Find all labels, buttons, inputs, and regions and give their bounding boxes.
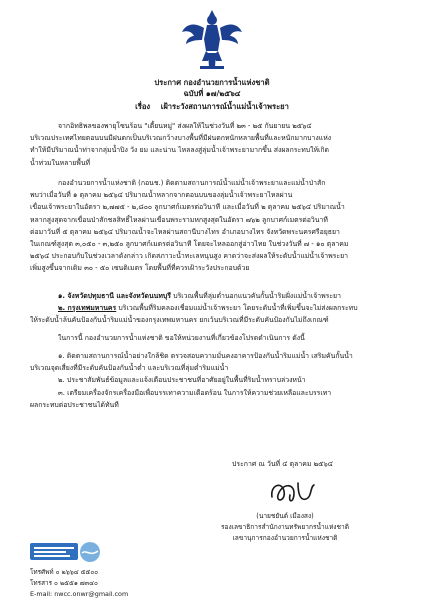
announcement-number: ฉบับที่ ๑๗/๒๕๖๔ (183, 89, 241, 98)
garuda-emblem-icon (180, 6, 244, 72)
handwritten-signature (264, 475, 324, 509)
text-line: พบว่าเมื่อวันที่ ๑ ตุลาคม ๒๕๖๔ ปริมาณน้ำหลากจากตอนบนของลุ่มน้ำเจ้าพระยาไหลผ่าน (30, 191, 293, 200)
announcement-subject (0, 102, 424, 111)
risk-area-name: ๑. จังหวัดปทุมธานี และจังหวัดนนทบุรี (58, 292, 172, 300)
risk-area-detail: บริเวณพื้นที่ริมคลองเชื่อมแม่น้ำเจ้าพระยา โดยระดับน้ำที่เพิ่มขึ้นจะไม่ส่งผลกระทบ (118, 304, 358, 313)
risk-area-item (30, 290, 394, 302)
risk-area-name: ๒. กรุงเทพมหานคร (58, 304, 117, 313)
paragraph-request (30, 332, 394, 344)
signer-position: รองเลขาธิการสำนักงานทรัพยากรน้ำแห่งชาติ (221, 523, 349, 531)
text-line: ในเกณฑ์สูงสุด ๓,๐๕๐ - ๓,๒๕๐ ลูกบาศก์เมตรต่อวินาที โดยจะไหลออกสู่อ่าวไทย ในช่วงวันที่ ๗ - ๑๐ ตุลาคม (30, 240, 349, 249)
subject-label: เรื่อง (135, 102, 151, 111)
action-item: ๒. ประชาสัมพันธ์ข้อมูลและแจ้งเตือนประชาชนที่อาศัยอยู่ในพื้นที่ริมน้ำทราบล่วงหน้า (58, 376, 306, 385)
text-line: ทำให้มีปริมาณน้ำท่าจากลุ่มน้ำปิง วัง ยม และน่าน ไหลลงสู่ลุ่มน้ำเจ้าพระยามากขึ้น ส่งผลกระทบให้เกิด (30, 146, 330, 155)
text-line: เขื่อนเจ้าพระยาในอัตรา ๒,๗๗๕ - ๒,๘๐๐ ลูกบาศก์เมตรต่อวินาที และเมื่อวันที่ ๒ ตุลาคม ๒๕๖๔ ปริมาณน้ำ (30, 203, 345, 212)
risk-area-list (30, 290, 394, 327)
signer-name: (นายชยันต์ เมืองสง) (256, 512, 314, 520)
text-line: บริเวณประเทศไทยตอนบนมีฝนตกเป็นบริเวณกว้างบางพื้นที่มีฝนตกหนักหลายพื้นที่และหนักมากบางแห่ง (30, 134, 332, 143)
action-item: ๑. ติดตามสถานการณ์น้ำอย่างใกล้ชิด ตรวจสอบความมั่นคงอาคารป้องกันน้ำริมแม่น้ำ เสริมคันกั้นน้ำ (58, 352, 353, 360)
footer-email: E-mail: nwcc.onwr@gmail.com (30, 590, 129, 598)
footer-fax: โทรสาร ๐ ๒๕๕๑ ๗๓๔๐ (30, 579, 98, 587)
text-line: หลากสูงสุดจากเขื่อนป่าสักชลสิทธิ์ไหลผ่านเขื่อนพระรามหกสูงสุดในอัตรา ๗๖๒ ลูกบาศก์เมตรต่อวินาที (30, 215, 328, 224)
paragraph-situation (30, 177, 394, 275)
text-line: น้ำท่วมในหลายพื้นที่ (30, 158, 91, 167)
signer-role: เลขานุการกองอำนวยการน้ำแห่งชาติ (232, 534, 338, 542)
action-list (30, 350, 394, 411)
text-line: กองอำนวยการน้ำแห่งชาติ (กอนช.) ติดตามสถานการณ์น้ำแม่น้ำเจ้าพระยาและแม่น้ำป่าสัก (58, 179, 326, 187)
text-line: ต่อมาวันที่ ๕ ตุลาคม ๒๕๖๔ ปริมาณน้ำจะไหลผ่านสถานีบางไทร อำเภอบางไทร จังหวัดพระนครศรีอยุธยา (30, 227, 340, 236)
announcement-date: ประกาศ ณ วันที่ ๔ ตุลาคม ๒๕๖๔ (232, 460, 333, 468)
text-line: จากอิทธิพลของพายุโซนร้อน "เตี้ยนหมู่" ส่งผลให้ในช่วงวันที่ ๒๓ - ๒๕ กันยายน ๒๕๖๔ (58, 122, 312, 130)
text-line: บริเวณจุดเสี่ยงที่มีระดับคันป้องกันน้ำต่ำ และบริเวณที่ลุ่มต่ำริมแม่น้ำ (30, 364, 229, 373)
text-line: ในการนี้ กองอำนวยการน้ำแห่งชาติ ขอให้หน่วยงานที่เกี่ยวข้องโปรดดำเนินการ ดังนี้ (58, 334, 305, 342)
risk-area-item (30, 302, 394, 314)
nwcc-logo-icon (30, 540, 102, 564)
footer-phone: โทรศัพท์ ๐ ๒๖๖๔ ๕๕๐๐ (30, 568, 99, 576)
text-line: เพิ่มสูงขึ้นจากเดิม ๓๐ - ๕๐ เซนติเมตร โดยพื้นที่ที่ควรเฝ้าระวังประกอบด้วย (30, 264, 250, 273)
paragraph-background (30, 120, 394, 169)
risk-area-detail: บริเวณพื้นที่ลุ่มต่ำนอกแนวคันกั้นน้ำริมฝั่งแม่น้ำเจ้าพระยา (173, 292, 341, 300)
text-line: ให้ระดับน้ำล้นคันป้องกันน้ำริมแม่น้ำของกรุงเทพมหานคร ยกเว้นบริเวณที่มีระดับคันป้องกันไม่ถึงเกณฑ์ (30, 316, 329, 325)
text-line: ๒๕๖๔ ประกอบกับในช่วงเวลาดังกล่าว เกิดสภาวะน้ำทะเลหนุนสูง คาดว่าจะส่งผลให้ระดับน้ำแม่น้ำเจ้าพระยา (30, 252, 348, 261)
subject-text: เฝ้าระวังสถานการณ์น้ำแม่น้ำเจ้าพระยา (160, 102, 289, 111)
text-line: ผลกระทบต่อประชาชนได้ทันที (30, 400, 119, 409)
action-item: ๓. เตรียมเครื่องจักรเครื่องมือเพื่อบรรเทาความเดือดร้อน ในการให้ความช่วยเหลือและบรรเทา (58, 388, 332, 397)
announcement-heading: ประกาศ กองอำนวยการน้ำแห่งชาติ (154, 78, 270, 87)
